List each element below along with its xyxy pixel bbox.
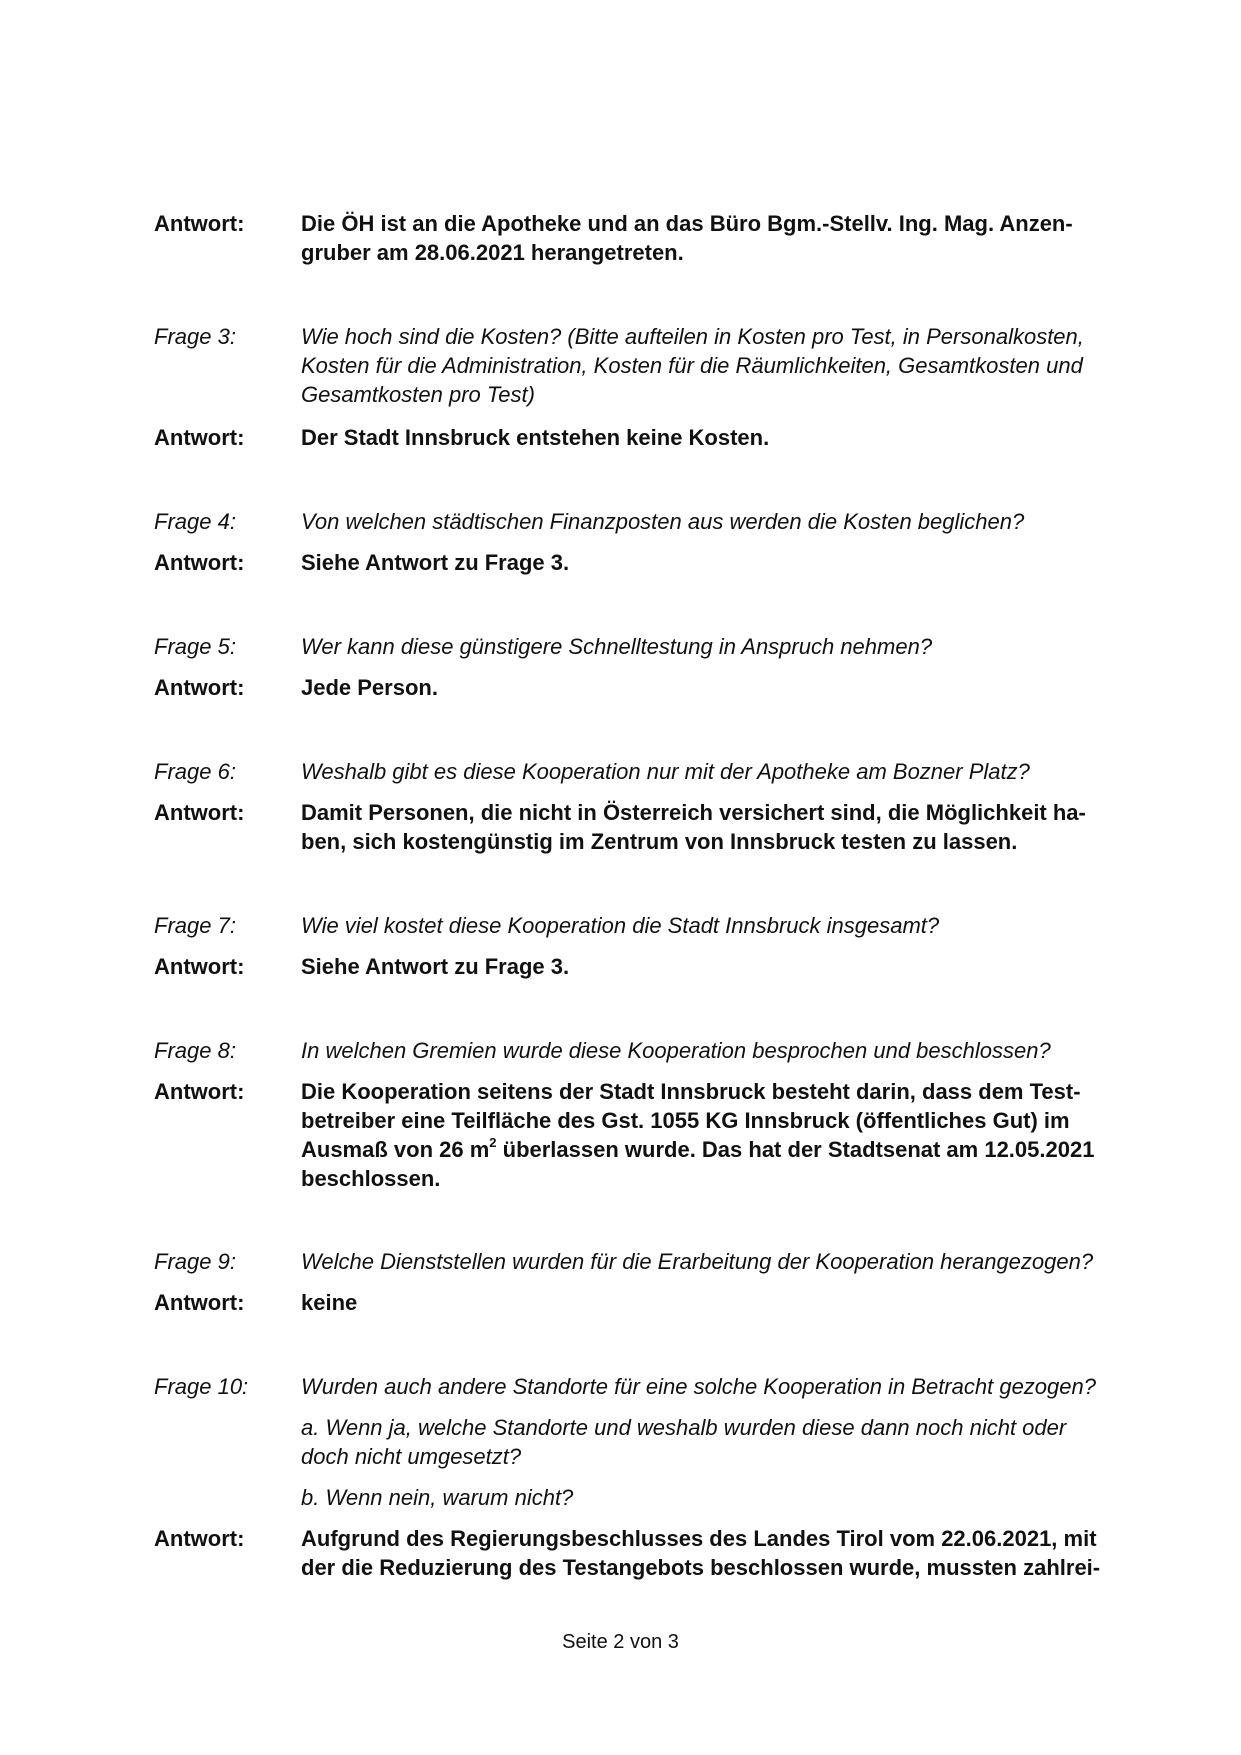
question-label: Frage 9: (154, 1249, 236, 1274)
question-text: Weshalb gibt es diese Kooperation nur mit der Apotheke am Bozner Platz? (301, 759, 1030, 784)
question-label: Frage 8: (154, 1038, 236, 1063)
question-label: Frage 7: (154, 913, 236, 938)
answer-text: keine (301, 1290, 358, 1315)
answer-label: Antwort: (154, 550, 245, 575)
question-label: Frage 5: (154, 634, 236, 659)
question-label: Frage 3: (154, 324, 236, 349)
question-text: Wer kann diese günstigere Schnelltestung in Anspruch nehmen? (301, 634, 933, 659)
question-sub-a: a. Wenn ja, welche Standorte und weshalb wurden diese dann noch nicht oder doch nicht umgesetzt? (301, 1415, 1067, 1469)
answer-text: Damit Personen, die nicht in Österreich versichert sind, die Möglichkeit ha- ben, sich kostengünstig im Zentrum von Innsbruck testen zu lassen. (301, 800, 1086, 854)
question-text: Von welchen städtischen Finanzposten aus werden die Kosten beglichen? (301, 509, 1025, 534)
answer-text: Jede Person. (301, 675, 438, 700)
answer-label: Antwort: (154, 1290, 245, 1315)
answer-label: Antwort: (154, 425, 245, 450)
answer-text: Siehe Antwort zu Frage 3. (301, 550, 570, 575)
question-sub-b: b. Wenn nein, warum nicht? (301, 1485, 574, 1510)
question-text: Welche Dienststellen wurden für die Erarbeitung der Kooperation herangezogen? (301, 1249, 1094, 1274)
answer-text: Aufgrund des Regierungsbeschlusses des Landes Tirol vom 22.06.2021, mit der die Reduzierung des Testangebots beschlossen wurde, mussten zahlrei- (301, 1526, 1101, 1580)
question-text: Wie viel kostet diese Kooperation die Stadt Innsbruck insgesamt? (301, 913, 940, 938)
answer-label: Antwort: (154, 954, 245, 979)
answer-label: Antwort: (154, 211, 245, 236)
page-number: Seite 2 von 3 (562, 1631, 679, 1653)
question-label: Frage 4: (154, 509, 236, 534)
answer-text: Die Kooperation seitens der Stadt Innsbruck besteht darin, dass dem Test- betreiber eine Teilfläche des Gst. 1055 KG Innsbruck (öffentliches Gut) im Ausmaß von 26 $m^2$ überlassen wurde. Das hat der Stadtsenat am 12.05.2021 beschlossen. (301, 1079, 1095, 1191)
question-text: In welchen Gremien wurde diese Kooperation besprochen und beschlossen? (301, 1038, 1051, 1063)
answer-text: Siehe Antwort zu Frage 3. (301, 954, 570, 979)
superscript-exponent: 2 (489, 1134, 497, 1150)
answer-label: Antwort: (154, 1526, 245, 1551)
answer-label: Antwort: (154, 1079, 245, 1104)
answer-label: Antwort: (154, 675, 245, 700)
answer-text: Die ÖH ist an die Apotheke und an das Büro Bgm.-Stellv. Ing. Mag. Anzen- gruber am 28.06.2021 herangetreten. (301, 211, 1073, 265)
question-text: Wurden auch andere Standorte für eine solche Kooperation in Betracht gezogen? (301, 1374, 1096, 1399)
answer-label: Antwort: (154, 800, 245, 825)
answer-text: Der Stadt Innsbruck entstehen keine Kosten. (301, 425, 770, 450)
question-text: Wie hoch sind die Kosten? (Bitte aufteilen in Kosten pro Test, in Personalkosten, Kosten für die Administration, Kosten für die Räumlichkeiten, Gesamtkosten und Gesamtkosten pro Test) (301, 324, 1084, 407)
question-label: Frage 6: (154, 759, 236, 784)
question-label: Frage 10: (154, 1374, 249, 1399)
